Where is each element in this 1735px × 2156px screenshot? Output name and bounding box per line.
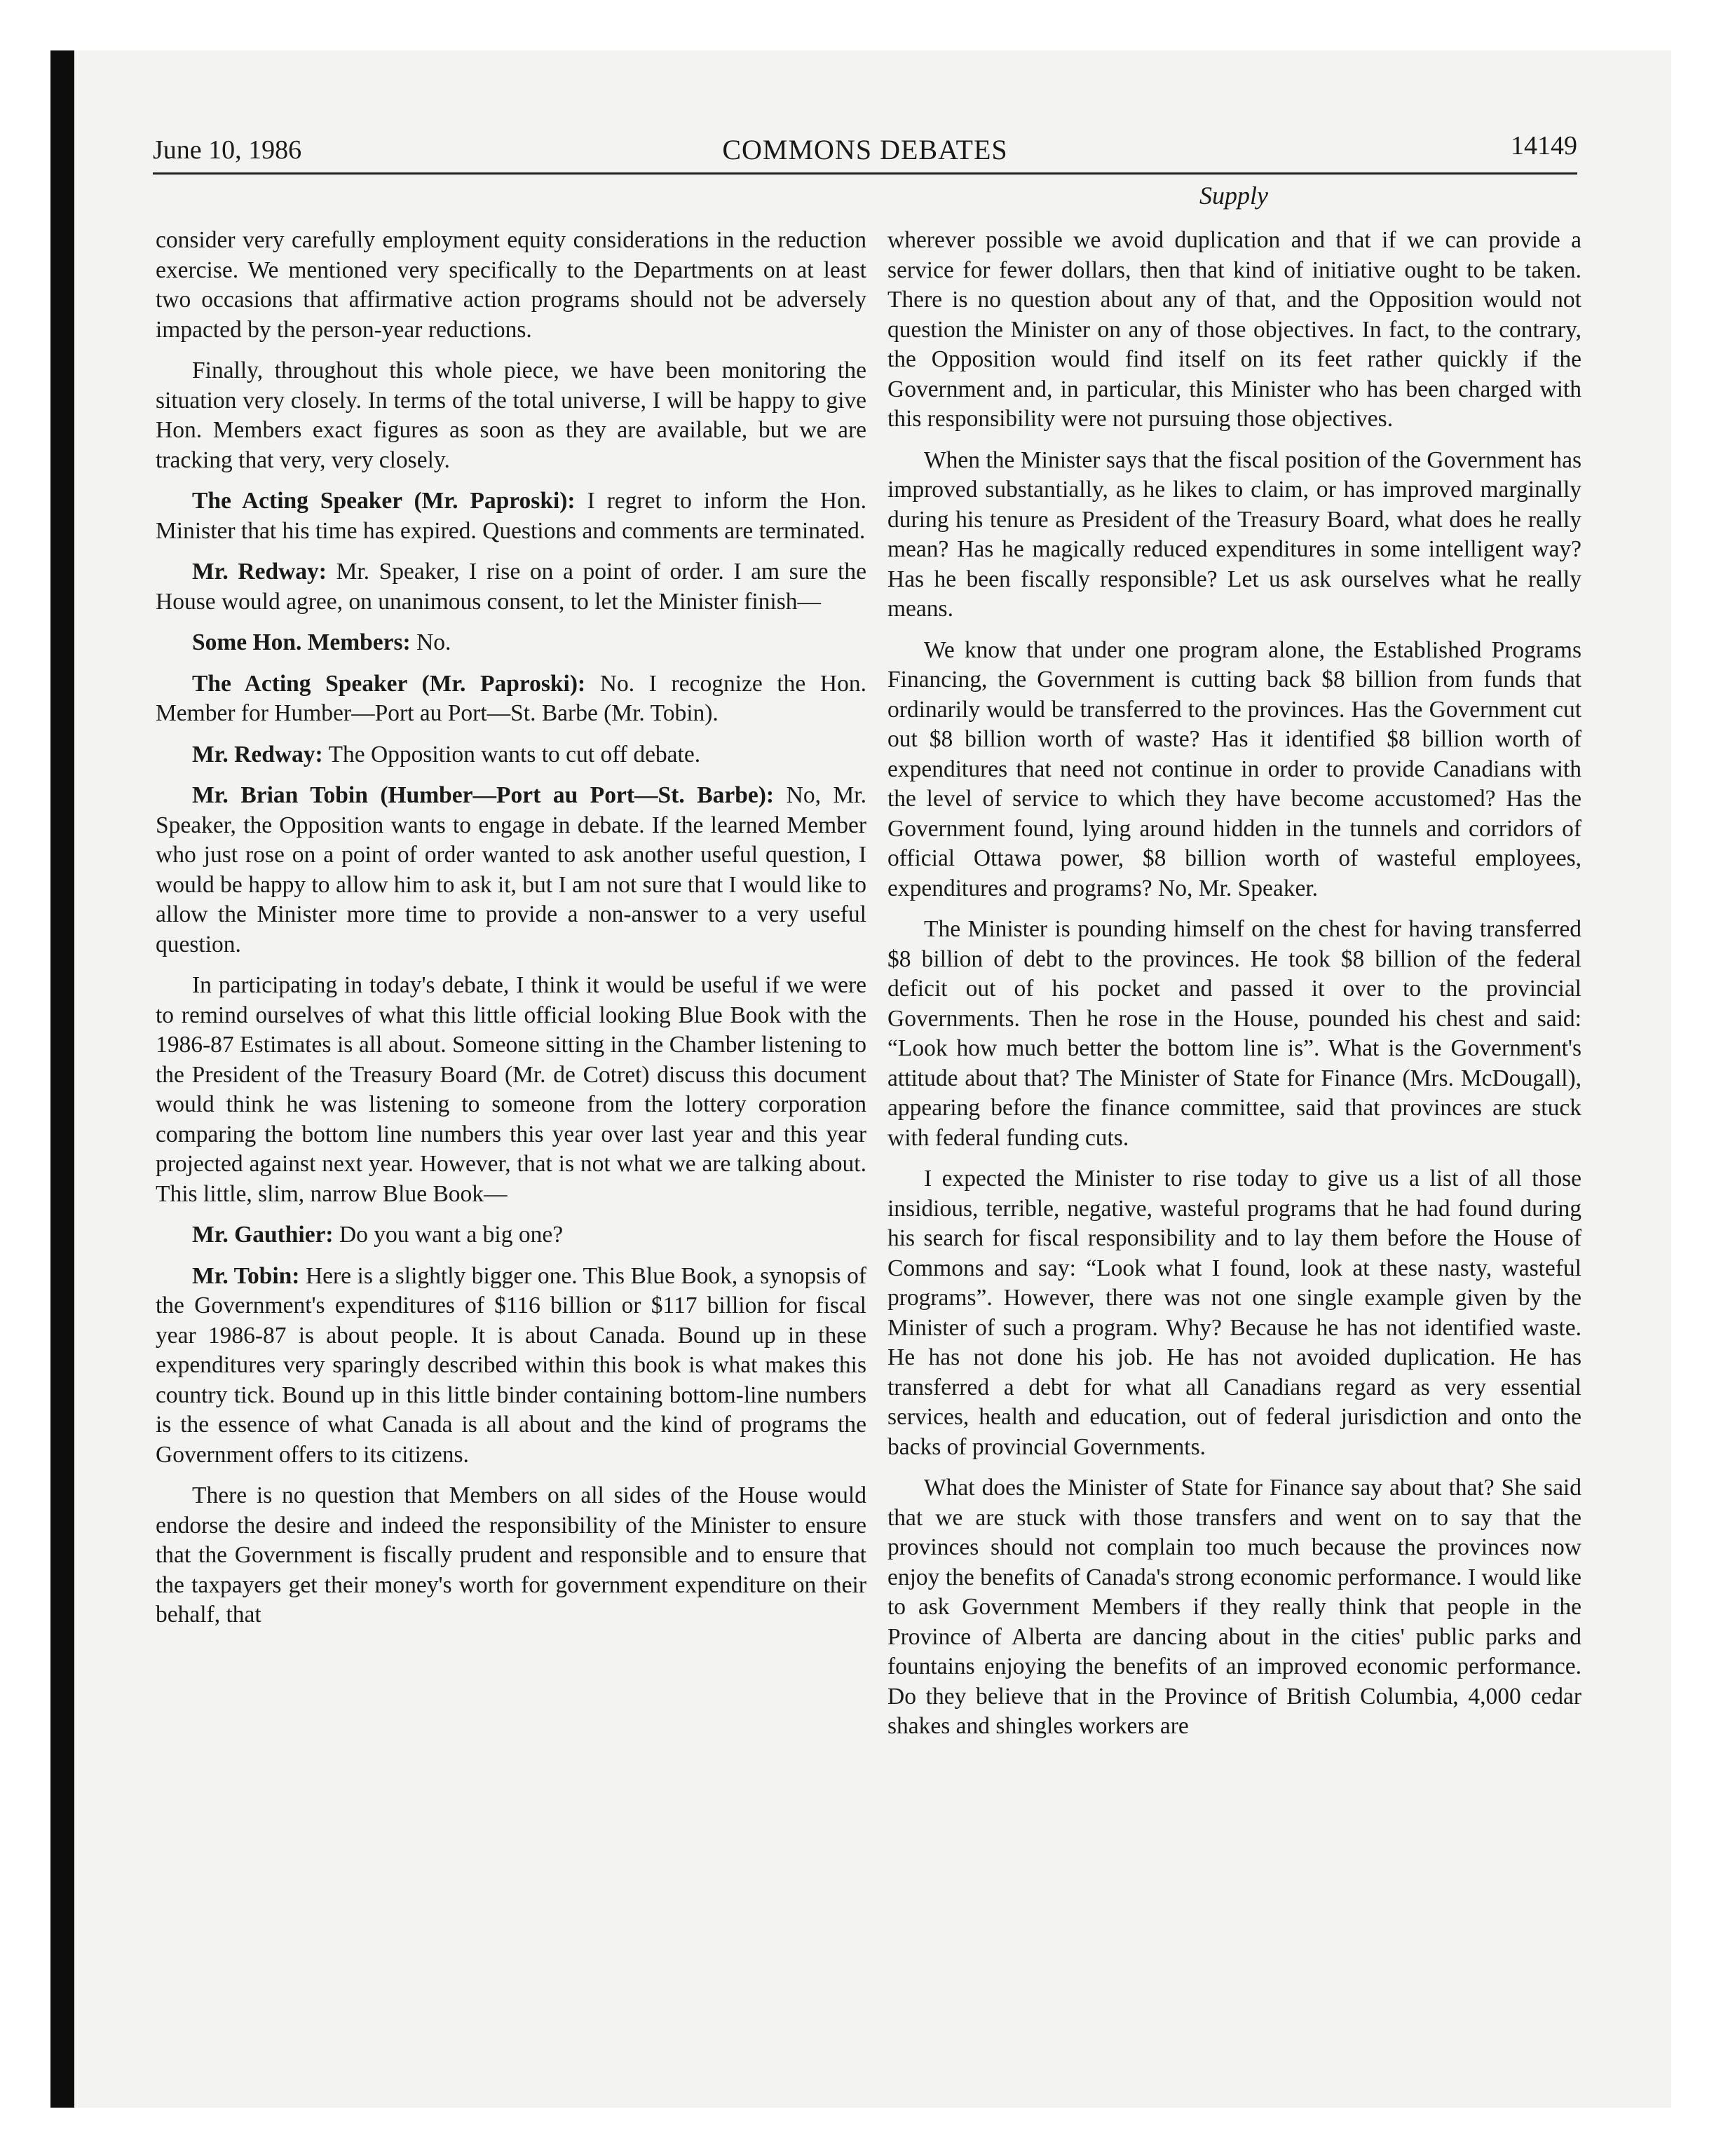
paragraph bbox=[156, 1481, 866, 1630]
paragraph bbox=[156, 1262, 866, 1471]
paragraph bbox=[156, 740, 866, 770]
paragraph-text: The Minister is pounding himself on the chest for having transferred $8 billion of debt to the provinces. He took $8 billion of the federal deficit out of his pocket and passed it over to the provincial Governments. Then he rose in the House, pounded his chest and said: “Look how much better the bottom line is”. What is the Government's attitude about that? The Minister of State for Finance (Mrs. McDougall), appearing before the finance committee, said that provinces are stuck with federal funding cuts. bbox=[887, 916, 1581, 1151]
paragraph bbox=[887, 1164, 1581, 1462]
paragraph bbox=[156, 971, 866, 1209]
left-column bbox=[156, 226, 866, 1630]
speaker-name: Mr. Brian Tobin (Humber—Port au Port—St. Barbe): bbox=[192, 782, 775, 808]
paragraph-text: No, Mr. Speaker, the Opposition wants to engage in debate. If the learned Member who just rose on a point of order wanted to ask another useful question, I would be happy to allow him to ask it, but I am not sure that I would like to allow the Minister more time to provide a non-answer to a very useful question. bbox=[156, 782, 866, 957]
speaker-name: Some Hon. Members: bbox=[192, 629, 411, 655]
speaker-name: Mr. Redway: bbox=[192, 559, 327, 585]
paragraph-text: Do you want a big one? bbox=[333, 1222, 564, 1248]
speaker-name: Mr. Gauthier: bbox=[192, 1222, 334, 1248]
paragraph-text: No. bbox=[410, 629, 451, 655]
scan-edge bbox=[50, 50, 74, 2108]
paragraph-text: I expected the Minister to rise today to give us a list of all those insidious, terrible, negative, wasteful programs that he had found during his search for fiscal responsibility and to lay them before the House of Commons and say: “Look what I found, look at these nasty, wasteful programs”. However, there was not one single example given by the Minister of such a program. Why? Because he has not identified waste. He has not done his job. He has not avoided duplication. He has transferred a debt for what all Canadians regard as very essential services, health and education, out of federal jurisdiction and onto the backs of provincial Governments. bbox=[887, 1166, 1581, 1460]
paragraph-text: In participating in today's debate, I think it would be useful if we were to remind ourselves of what this little official looking Blue Book with the 1986-87 Estimates is all about. Someone sitting in the Chamber listening to the President of the Treasury Board (Mr. de Cotret) discuss this document would think he was listening to someone from the lottery corporation comparing the bottom line numbers this year over last year and this year projected against next year. However, that is not what we are talking about. This little, slim, narrow Blue Book— bbox=[156, 972, 866, 1207]
paragraph bbox=[156, 356, 866, 475]
page-header bbox=[153, 130, 1577, 175]
paragraph-text: consider very carefully employment equity considerations in the reduction exercise. We mentioned very specifically to the Departments on at least two occasions that affirmative action programs should not be adversely impacted by the person-year reductions. bbox=[156, 227, 866, 343]
header-date: June 10, 1986 bbox=[153, 135, 302, 165]
paragraph-text: The Opposition wants to cut off debate. bbox=[322, 741, 701, 767]
paragraph bbox=[156, 628, 866, 658]
paragraph bbox=[887, 226, 1581, 435]
paragraph-text: What does the Minister of State for Finance say about that? She said that we are stuck with those transfers and went on to say that the provinces should not complain too much because the provinces now enjoy the benefits of Canada's strong economic performance. I would like to ask Government Members if they really think that people in the Province of Alberta are dancing about in the cities' public parks and fountains enjoying the benefits of an improved economic performance. Do they believe that in the Province of British Columbia, 4,000 cedar shakes and shingles workers are bbox=[887, 1475, 1581, 1739]
page-number: 14149 bbox=[1511, 131, 1577, 161]
paragraph-text: There is no question that Members on all sides of the House would endorse the desire and indeed the responsibility of the Minister to ensure that the Government is fiscally prudent and responsible and to ensure that the taxpayers get their money's worth for government expenditure on their behalf, that bbox=[156, 1482, 866, 1628]
paragraph bbox=[156, 669, 866, 729]
speaker-name: The Acting Speaker (Mr. Paproski): bbox=[192, 670, 586, 697]
paragraph bbox=[156, 557, 866, 617]
paragraph bbox=[156, 781, 866, 960]
paragraph-text: When the Minister says that the fiscal position of the Government has improved substantially, as he likes to claim, or has improved marginally during his tenure as President of the Treasury Board, what does he really mean? Has he magically reduced expenditures in some intelligent way? Has he been fiscally responsible? Let us ask ourselves what he really means. bbox=[887, 446, 1581, 622]
section-title: Supply bbox=[1199, 182, 1268, 210]
header-title: COMMONS DEBATES bbox=[722, 134, 1008, 165]
speaker-name: Mr. Redway: bbox=[192, 741, 323, 767]
paragraph-text: I regret to inform the Hon. Minister that his time has expired. Questions and comments are terminated. bbox=[156, 488, 866, 544]
right-column bbox=[887, 226, 1581, 1742]
paragraph-text: No. I recognize the Hon. Member for Humber—Port au Port—St. Barbe (Mr. Tobin). bbox=[156, 670, 866, 726]
paragraph bbox=[887, 915, 1581, 1153]
paragraph-text: We know that under one program alone, the Established Programs Financing, the Government is cutting back $8 billion from funds that ordinarily would be transferred to the provinces. Has the Government cut out $8 billion worth of waste? Has it identified $8 billion worth of expenditures that need not continue in order to provide Canadians with the level of service to which they have become accustomed? Has the Government found, lying around hidden in the tunnels and corridors of official Ottawa power, $8 billion worth of wasteful employees, expenditures and programs? No, Mr. Speaker. bbox=[887, 636, 1581, 901]
paragraph bbox=[887, 636, 1581, 904]
speaker-name: The Acting Speaker (Mr. Paproski): bbox=[192, 488, 576, 514]
paragraph bbox=[887, 1473, 1581, 1742]
paragraph bbox=[887, 446, 1581, 625]
paragraph-text: Here is a slightly bigger one. This Blue Book, a synopsis of the Government's expenditures of $116 billion or $117 billion for fiscal year 1986-87 is about people. It is about Canada. Bound up in these expenditures very sparingly described within this book is what makes this country tick. Bound up in this little binder containing bottom-line numbers is the essence of what Canada is all about and the kind of programs the Government offers to its citizens. bbox=[156, 1262, 866, 1468]
paragraph-text: Finally, throughout this whole piece, we have been monitoring the situation very closely. In terms of the total universe, I will be happy to give Hon. Members exact figures as soon as they are available, but we are tracking that very, very closely. bbox=[156, 357, 866, 473]
speaker-name: Mr. Tobin: bbox=[192, 1262, 300, 1289]
paragraph-text: wherever possible we avoid duplication and that if we can provide a service for fewer dollars, then that kind of initiative ought to be taken. There is no question about any of that, and the Opposition would not question the Minister on any of those objectives. In fact, to the contrary, the Opposition would find itself on its feet rather quickly if the Government and, in particular, this Minister who has been charged with this responsibility were not pursuing those objectives. bbox=[887, 227, 1581, 432]
paragraph-text: Mr. Speaker, I rise on a point of order. I am sure the House would agree, on unanimous consent, to let the Minister finish— bbox=[156, 559, 866, 615]
paragraph bbox=[156, 226, 866, 345]
paragraph bbox=[156, 486, 866, 546]
paragraph bbox=[156, 1220, 866, 1250]
